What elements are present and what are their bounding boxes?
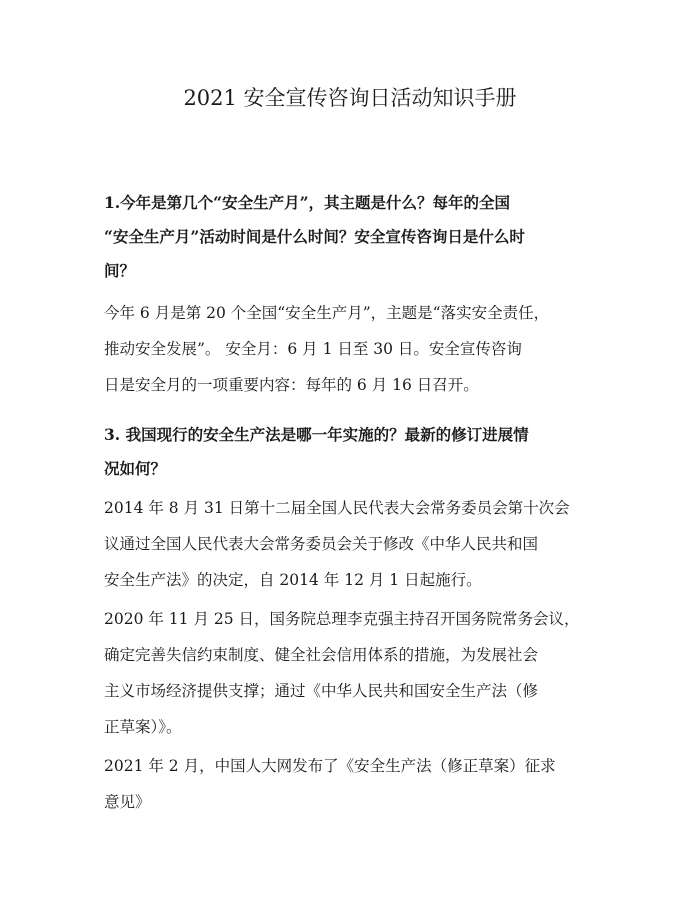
answer-3-paragraph-2-line: 主义市场经济提供支撑；通过《中华人民共和国安全生产法（修 xyxy=(104,682,539,700)
question-1-line: “安全生产月”活动时间是什么时间？安全宣传咨询日是什么时 xyxy=(104,227,525,246)
answer-3-paragraph-3-line: 2021 年 2 月，中国人大网发布了《安全生产法（修正草案）征求 xyxy=(104,757,556,775)
question-3-line: 况如何？ xyxy=(104,459,167,478)
question-1 xyxy=(104,186,604,288)
question-1-line: 1.今年是第几个“安全生产月”，其主题是什么？每年的全国 xyxy=(104,193,511,212)
answer-3-paragraph-2 xyxy=(104,601,604,745)
question-3-line: 3. 我国现行的安全生产法是哪一年实施的？最新的修订进展情 xyxy=(104,425,529,444)
answer-3-paragraph-1-line: 2014 年 8 月 31 日第十二届全国人民代表大会常务委员会第十次会 xyxy=(104,499,570,517)
answer-1 xyxy=(104,295,604,403)
question-1-line: 间？ xyxy=(104,261,136,280)
document-title: 2021 安全宣传咨询日活动知识手册 xyxy=(183,86,517,110)
answer-3-paragraph-1-line: 安全生产法》的决定，自 2014 年 12 月 1 日起施行。 xyxy=(104,571,482,589)
answer-1-line: 今年 6 月是第 20 个全国“安全生产月”，主题是“落实安全责任， xyxy=(104,304,550,322)
answer-3-paragraph-1 xyxy=(104,490,604,598)
answer-3-paragraph-2-line: 确定完善失信约束制度、健全社会信用体系的措施，为发展社会 xyxy=(104,646,539,664)
answer-3-paragraph-2-line: 2020 年 11 月 25 日，国务院总理李克强主持召开国务院常务会议， xyxy=(104,610,580,628)
answer-3-paragraph-3-line: 意见》 xyxy=(104,793,151,811)
question-3 xyxy=(104,418,604,486)
answer-3-paragraph-1-line: 议通过全国人民代表大会常务委员会关于修改《中华人民共和国 xyxy=(104,535,539,553)
answer-1-line: 推动安全发展”。 安全月：6 月 1 日至 30 日。安全宣传咨询 xyxy=(104,340,522,358)
answer-3-paragraph-2-line: 正草案）》。 xyxy=(104,718,182,736)
answer-1-line: 日是安全月的一项重要内容：每年的 6 月 16 日召开。 xyxy=(104,376,479,394)
answer-3-paragraph-3 xyxy=(104,748,604,820)
